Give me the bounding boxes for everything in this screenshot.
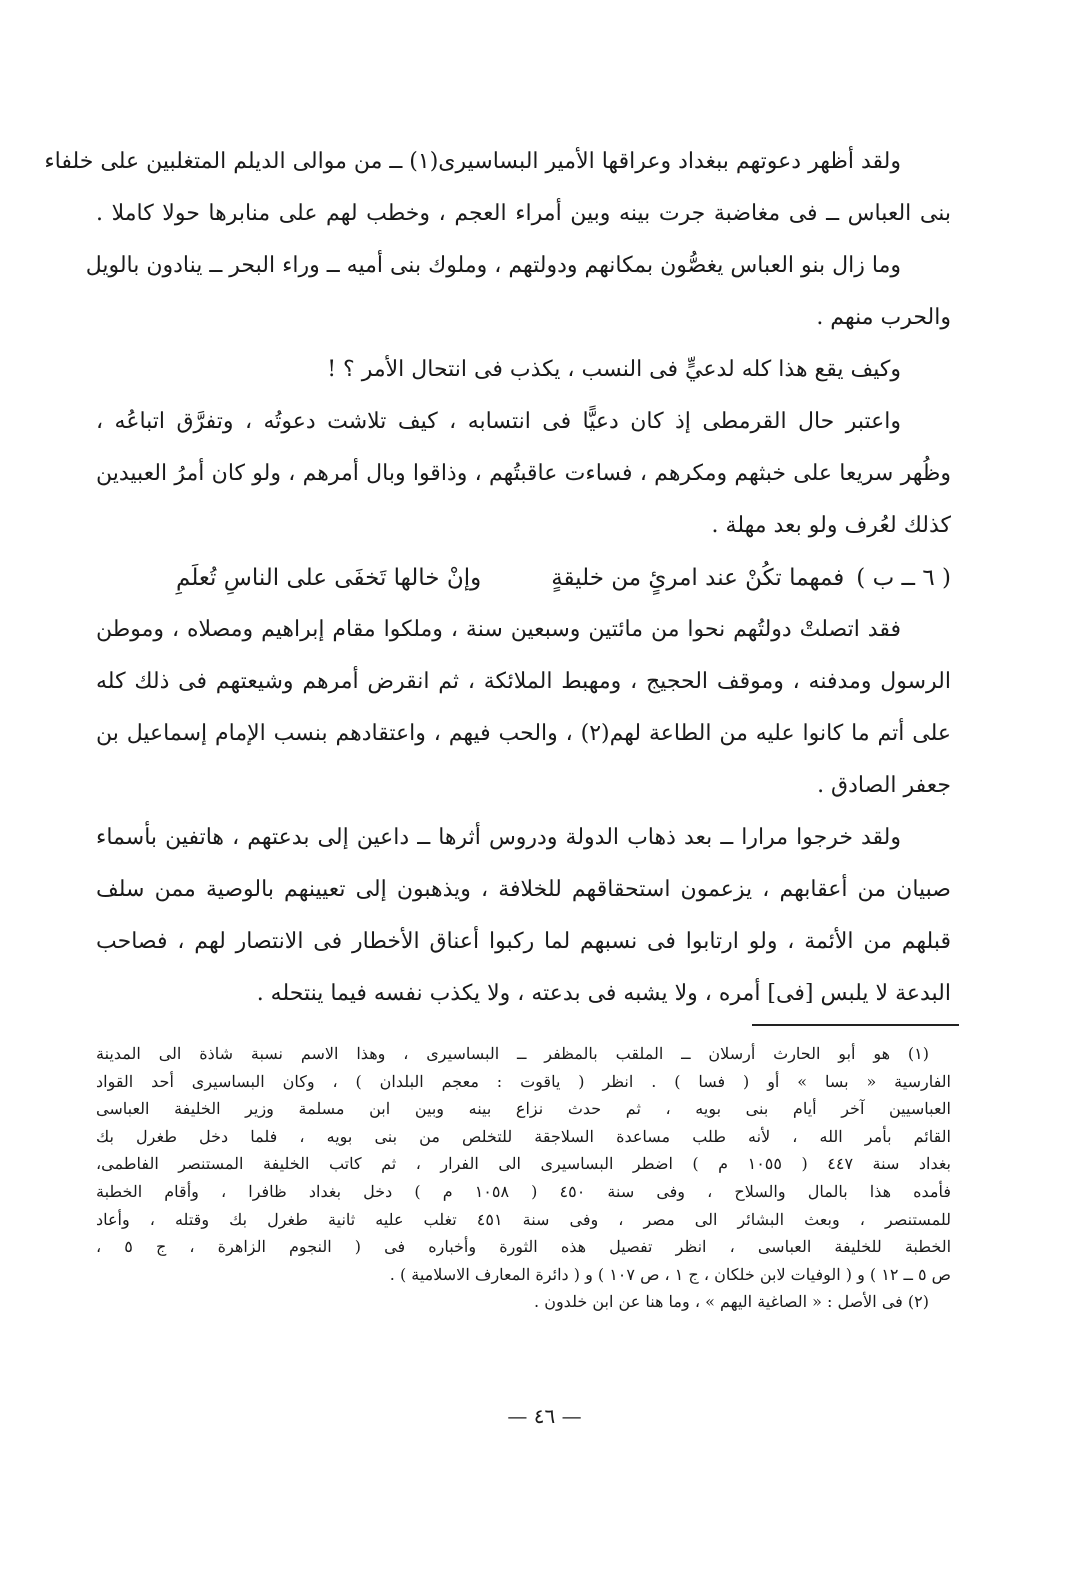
text-line: ولقد خرجوا مرارا ــ بعد ذهاب الدولة ودروس أثرها ــ داعين إلى بدعتهم ، هاتفين بأسماء <box>96 825 901 850</box>
footnote-line: للمستنصر ، وبعث البشائر الى مصر ، وفى سنة ٤٥١ تغلب عليه ثانية طغرل بك وقتله ، وأعاد <box>96 1209 952 1229</box>
footnote-line: الفارسية « بسا » أو ( فسا ) . انظر ( ياقوت : معجم البلدان ) ، وكان البساسيرى أحد القواد <box>96 1071 951 1091</box>
verse-second-hemistich: وإنْ خالها تَخفَى على الناسِ تُعلَمِ <box>176 565 482 591</box>
text-line: صبيان من أعقابهم ، يزعمون استحقاقهم للخلافة ، ويذهبون إلى تعيينهم بالوصية ممن سلف <box>96 877 951 902</box>
text-line: وكيف يقع هذا كله لدعيٍّ فى النسب ، يكذب فى انتحال الأمر ؟ ! <box>327 357 901 382</box>
text-line: وما زال بنو العباس يغصُّون بمكانهم ودولتهم ، وملوك بنى أميه ــ وراء البحر ــ ينادون بالويل <box>85 253 901 278</box>
text-line: والحرب منهم . <box>816 305 951 330</box>
text-line: الرسول ومدفنه ، وموقف الحجيج ، ومهبط الملائكة ، ثم انقرض أمرهم وشيعتهم فى ذلك كله <box>96 669 951 694</box>
poetry-verse <box>96 552 951 604</box>
footnote-line: ص ٥ ــ ١٢ ) و ( الوفيات لابن خلكان ، ج ١ ، ص ١٠٧ ) و ( دائرة المعارف الاسلامية ) . <box>389 1264 951 1284</box>
verse-first-hemistich: فمهما تكُنْ عند امرئٍ من خليقةٍ <box>551 565 845 591</box>
text-line: على أتم ما كانوا عليه من الطاعة لهم(٢) ، والحب فيهم ، واعتقادهم بنسب الإمام إسماعيل بن <box>96 721 951 746</box>
text-line: البدعة لا يلبس [فى] أمره ، ولا يشبه فى بدعته ، ولا يكذب نفسه فيما ينتحله . <box>256 981 951 1006</box>
text-line: بنى العباس ــ فى مغاضبة جرت بينه وبين أمراء العجم ، وخطب لهم على منابرها حولا كاملا . <box>96 201 951 226</box>
text-line: ولقد أظهر دعوتهم ببغداد وعراقها الأمير البساسيرى(١) ــ من موالى الديلم المتغلبين على خلفاء <box>44 149 901 174</box>
footnote-line: القائم بأمر الله ، لأنه طلب مساعدة السلاجقة للتخلص من بنى بويه ، فلما دخل طغرل بك <box>96 1126 951 1146</box>
footnote-line: بغداد سنة ٤٤٧ ( ١٠٥٥ م ) اضطر البساسيرى الى الفرار ، ثم كاتب الخليفة المستنصر الفاطمى، <box>96 1154 952 1174</box>
footnote-line: العباسيين آخر أيام بنى بويه ، ثم حدث نزاع بينه وبين ابن مسلمة وزير الخليفة العباسى <box>96 1099 951 1119</box>
verse-label: ( ٦ ــ ب ) <box>856 565 951 591</box>
footnote-line: الخطبة للخليفة العباسى ، انظر تفصيل هذه الثورة وأخباره فى ( النجوم الزاهرة ، ج ٥ ، <box>96 1237 952 1257</box>
text-line: كذلك لعُرف ولو بعد مهلة . <box>711 513 951 538</box>
main-text <box>44 136 951 1020</box>
footnote-line: فأمده هذا بالمال والسلاح ، وفى سنة ٤٥٠ ( ١٠٥٨ م ) دخل بغداد ظافرا ، وأقام الخطبة <box>96 1181 952 1201</box>
footnote-line: (١) هو أبو الحارث أرسلان ــ الملقب بالمظفر ــ البساسيرى ، وهذا الاسم نسبة شاذة الى المدينة <box>96 1044 929 1063</box>
footnote-separator <box>752 1024 959 1026</box>
page-number: — ٤٦ — <box>507 1404 582 1428</box>
footnotes <box>96 1040 951 1316</box>
text-line: فقد اتصلتْ دولتُهم نحوا من مائتين وسبعين سنة ، وملكوا مقام إبراهيم ومصلاه ، وموطن <box>96 617 901 642</box>
text-line: جعفر الصادق . <box>817 773 951 798</box>
text-line: قبلهم من الأئمة ، ولو ارتابوا فى نسبهم لما ركبوا أعناق الأخطار فى الانتصار لهم ، فصاحب <box>96 929 951 954</box>
text-line: وظُهر سريعا على خبثهم ومكرهم ، فساءت عاقبتُهم ، وذاقوا وبال أمرهم ، ولو كان أمرُ العبيدين <box>96 461 951 486</box>
text-line: واعتبر حال القرمطى إذ كان دعيًّا فى انتسابه ، كيف تلاشت دعوتُه ، وتفرَّق اتباعُه ، <box>96 409 901 434</box>
footnote-line: (٢) فى الأصل : « الصاغية اليهم » ، وما هنا عن ابن خلدون . <box>534 1292 929 1312</box>
